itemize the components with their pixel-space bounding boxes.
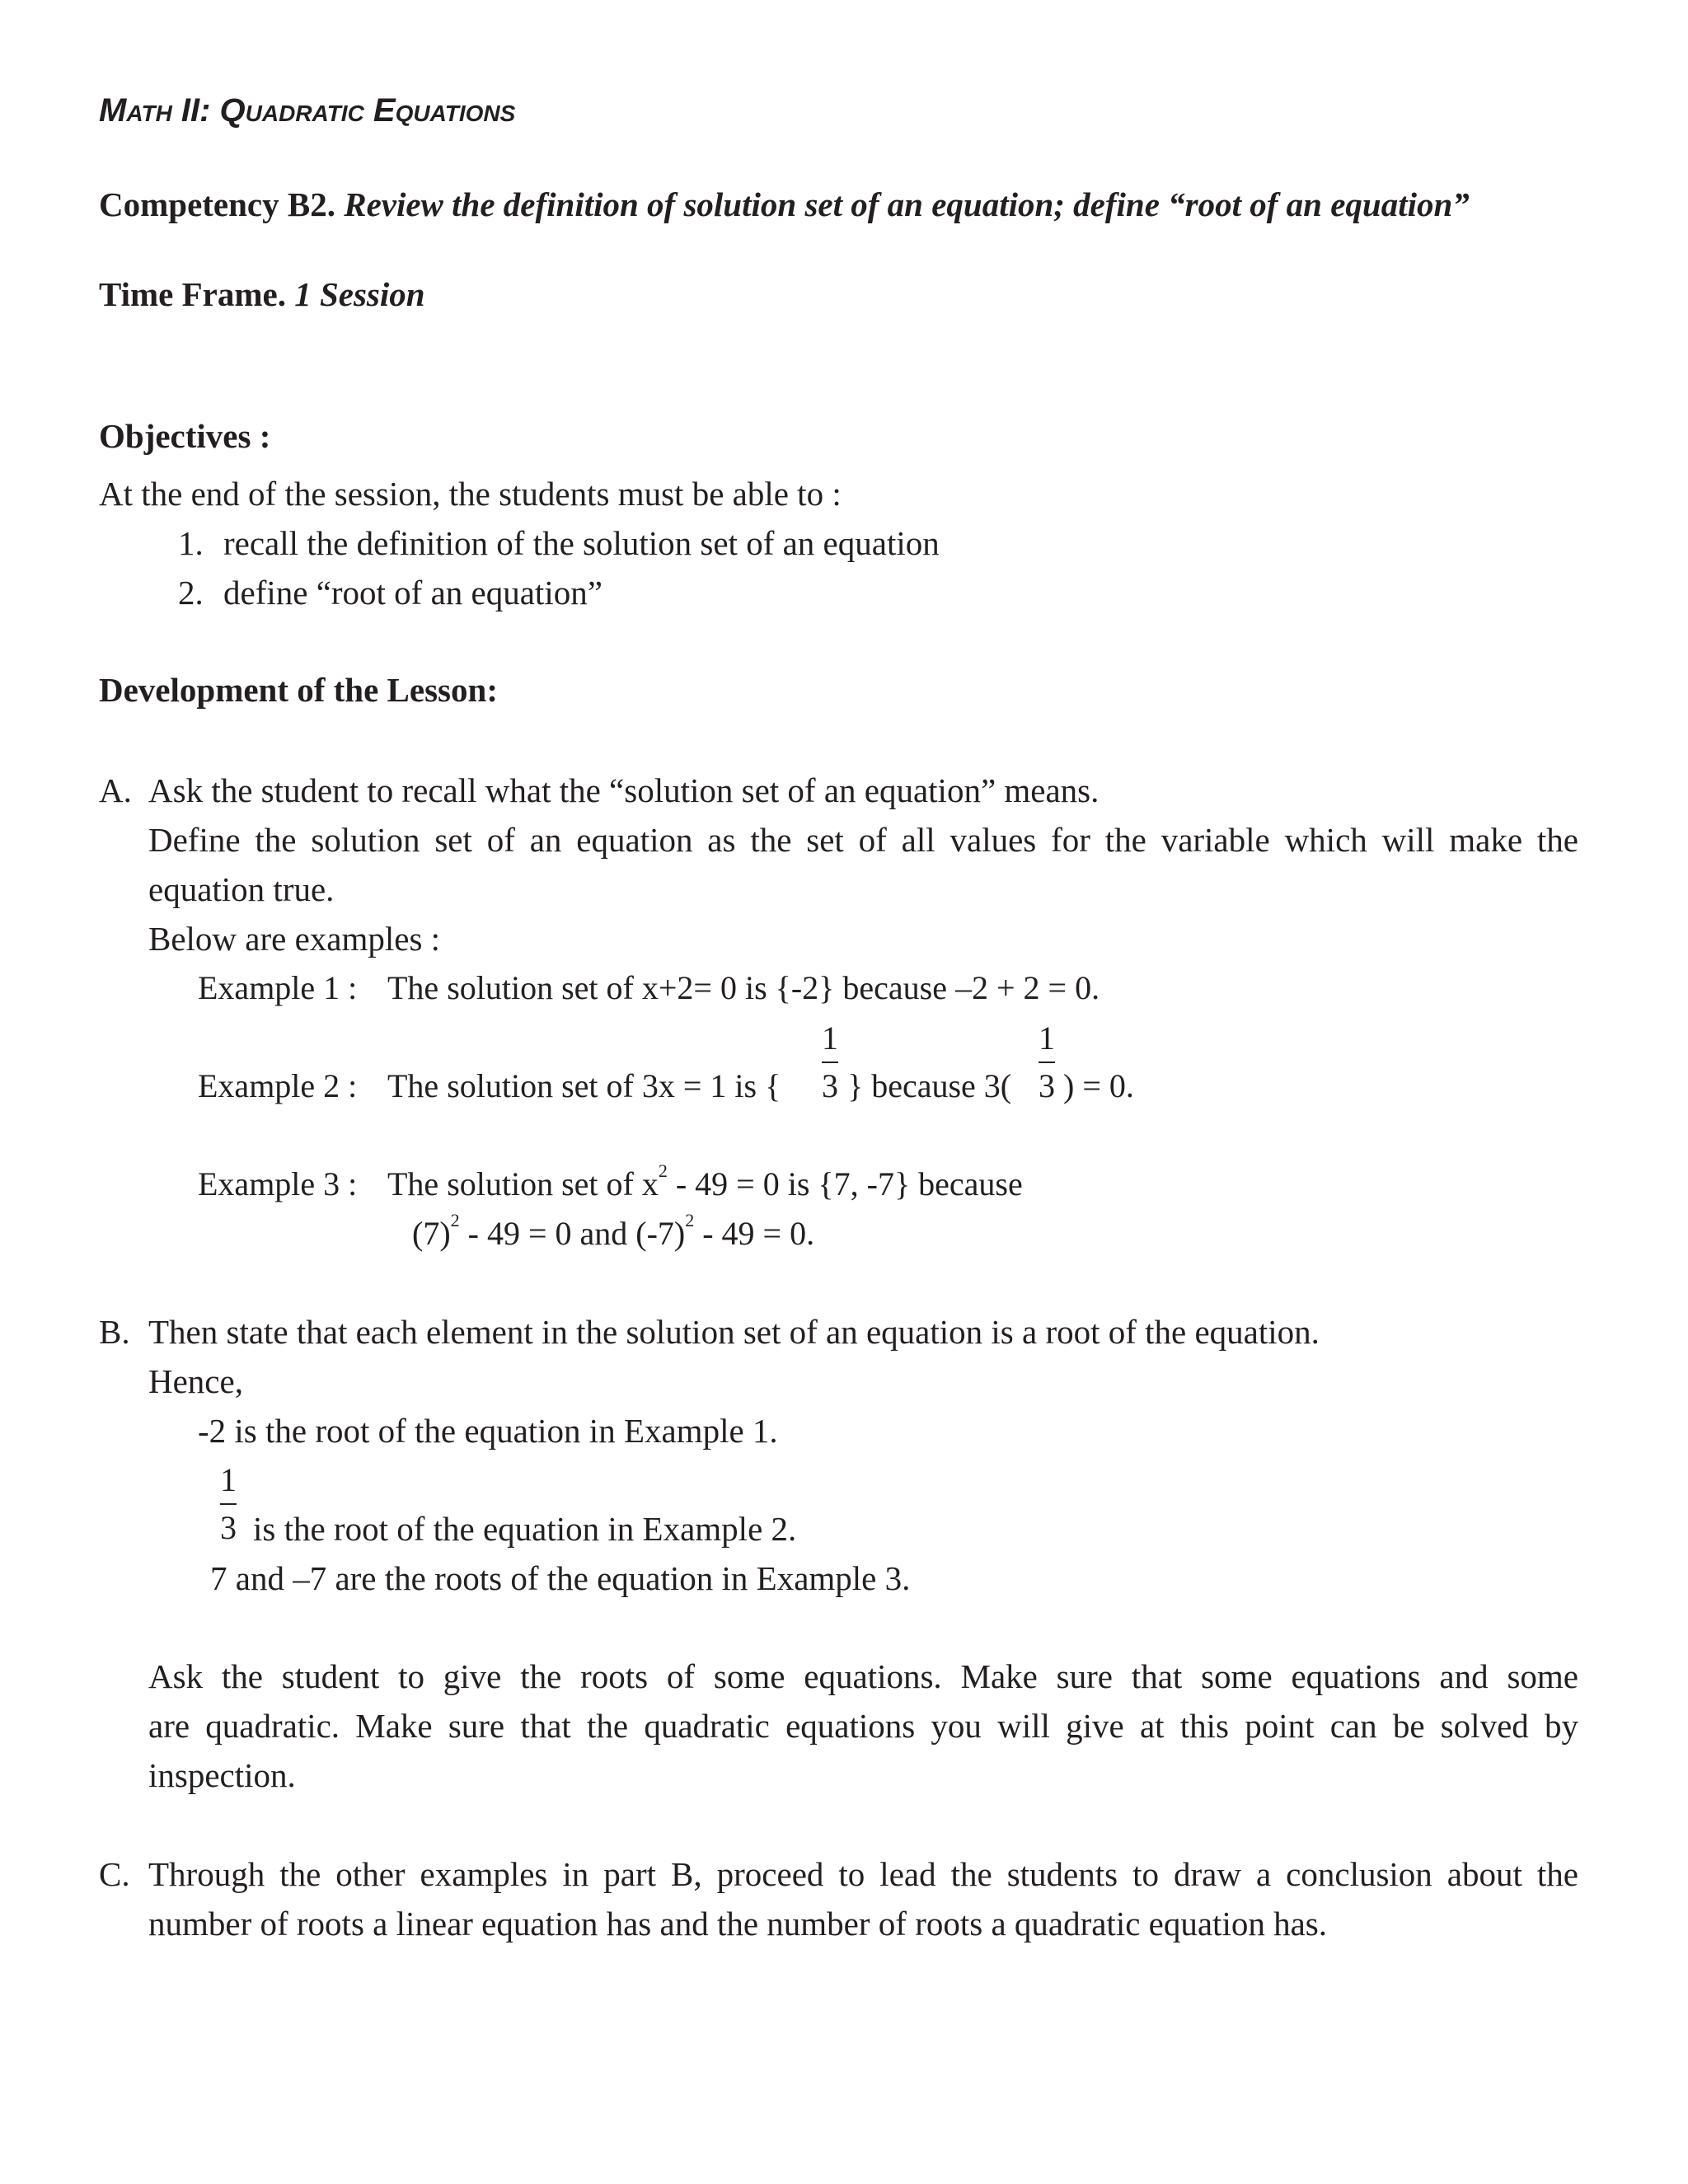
root-statement-2: is the root of the equation in Example 2. [253, 1510, 797, 1548]
section-b-letter: B. [99, 1313, 130, 1351]
section-b-para-line1-wrap [148, 1657, 1578, 1696]
section-a-line2: Define the solution set of an equation as the set of all values for the variable which will make the [148, 821, 1578, 859]
example-2-label: Example 2 : [198, 1067, 358, 1104]
example-3-part1: The solution set of x [387, 1165, 659, 1202]
objectives-heading: Objectives : [99, 417, 271, 455]
exponent: 2 [658, 1160, 668, 1181]
competency-label: Competency B2. [99, 185, 335, 223]
section-a-line4: Below are examples : [148, 920, 441, 958]
example-3-line1 [387, 1160, 1023, 1203]
example-1-text: The solution set of x+2= 0 is {-2} because –2 + 2 = 0. [387, 969, 1100, 1006]
example-2-part1: The solution set of 3x = 1 is { [387, 1067, 781, 1104]
section-b-line1: Then state that each element in the solution set of an equation is a root of the equation. [148, 1313, 1320, 1351]
fraction-numerator: 1 [1039, 1019, 1055, 1057]
example-2-part2: } because 3( [847, 1067, 1012, 1104]
example-3-part2: - 49 = 0 is {7, -7} because [675, 1165, 1023, 1202]
root-statement-3: 7 and –7 are the roots of the equation in Example 3. [210, 1559, 911, 1597]
example-2-part3: ) = 0. [1063, 1067, 1134, 1104]
development-heading: Development of the Lesson: [99, 671, 498, 709]
objective-text: recall the definition of the solution set of an equation [223, 524, 940, 562]
section-b-para-line2-wrap [148, 1706, 1578, 1746]
objective-item [178, 573, 603, 612]
time-frame-text: 1 Session [294, 275, 425, 313]
example-3-line2-b: - 49 = 0 and (-7) [467, 1215, 686, 1252]
page-title: Math II: Quadratic Equations [99, 92, 516, 129]
section-c-line2: number of roots a linear equation has and the number of roots a quadratic equation has. [148, 1905, 1327, 1943]
objectives-intro: At the end of the session, the students must be able to : [99, 475, 842, 513]
objective-item [178, 523, 940, 563]
fraction-bar [1039, 1062, 1055, 1063]
root-statement-1: -2 is the root of the equation in Example 1. [198, 1412, 778, 1450]
exponent: 2 [685, 1210, 695, 1230]
time-frame-line [99, 274, 425, 314]
section-b-para-line3: inspection. [148, 1756, 296, 1794]
fraction-numerator: 1 [220, 1461, 237, 1498]
section-c-line1: Through the other examples in part B, proceed to lead the students to draw a conclusion about the [148, 1855, 1578, 1893]
section-a-letter: A. [99, 771, 132, 809]
time-frame-label: Time Frame. [99, 275, 286, 313]
objective-text: define “root of an equation” [223, 574, 603, 612]
fraction-denominator: 3 [1039, 1067, 1055, 1104]
section-a-line1: Ask the student to recall what the “solution set of an equation” means. [148, 771, 1100, 809]
fraction-bar [822, 1062, 838, 1063]
section-c-letter: C. [99, 1855, 130, 1893]
exponent: 2 [450, 1210, 460, 1230]
example-1-label: Example 1 : [198, 969, 358, 1006]
section-a-line3: equation true. [148, 870, 335, 908]
example-3-label: Example 3 : [198, 1165, 358, 1202]
fraction-numerator: 1 [822, 1019, 838, 1057]
section-a-line2-wrap [148, 820, 1578, 860]
example-3-line2-c: - 49 = 0. [702, 1215, 815, 1252]
section-b-line2: Hence, [148, 1362, 243, 1400]
section-b-para-line1: Ask the student to give the roots of some equations. Make sure that some equations and some [148, 1657, 1578, 1695]
fraction-denominator: 3 [822, 1067, 838, 1104]
example-3-line2 [412, 1210, 815, 1253]
fraction-bar [220, 1503, 237, 1505]
objective-number: 2. [178, 574, 204, 612]
example-3-line2-a: (7) [412, 1215, 451, 1252]
section-c-line1-wrap [148, 1854, 1578, 1894]
competency-text: Review the definition of solution set of an equation; define “root of an equation” [344, 185, 1470, 223]
section-b-para-line2: are quadratic. Make sure that the quadratic equations you will give at this point can be solved by [148, 1707, 1578, 1745]
competency-line [99, 185, 1470, 224]
objective-number: 1. [178, 524, 204, 562]
fraction-denominator: 3 [220, 1509, 237, 1546]
